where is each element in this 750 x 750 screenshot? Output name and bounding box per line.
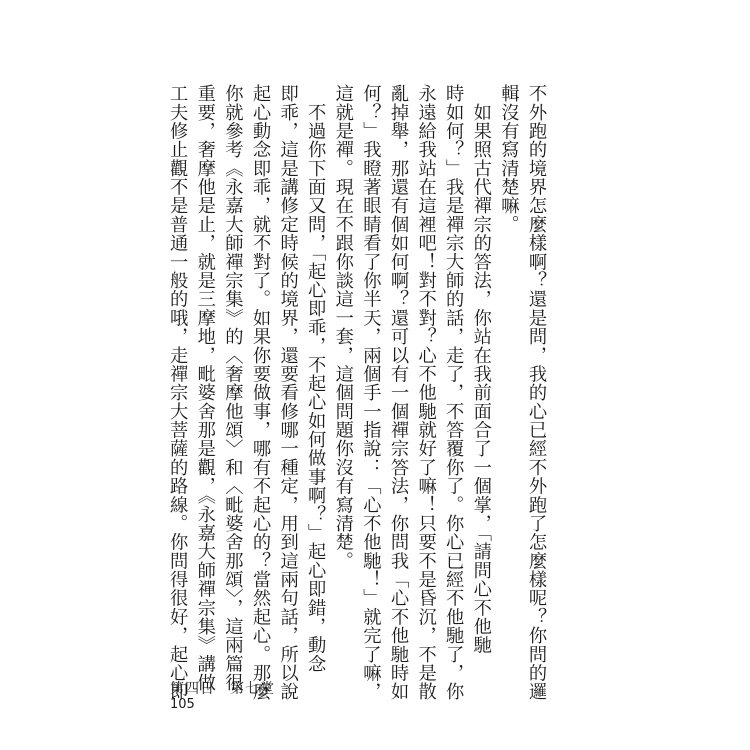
text-column-5: 永遠給我站在這裡吧！對不對？心不他馳就好了嘛！只要不是昏沉，不是散 (415, 84, 437, 701)
text-column-4: 時如何？」我是禪宗大師的話，走了，不答覆你了。你心已經不他馳了，你 (443, 84, 465, 701)
text-column-12: 你就參考《永嘉大師禪宗集》的〈奢摩他頌〉和〈毗婆舍那頌〉，這兩篇很 (222, 84, 244, 692)
page-footer (170, 681, 275, 713)
page-number: 105 (170, 697, 195, 712)
chapter-label: 第四日 第七堂 (170, 681, 275, 697)
text-column-2: 輯沒有寫清楚嘛。 (498, 84, 520, 234)
text-column-1: 不外跑的境界怎麼樣啊？還是問，我的心已經不外跑了怎麼樣呢？你問的邏 (526, 84, 547, 701)
text-column-7: 何？」我瞪著眼睛看了你半天，兩個手一指說：「心不他馳！」就完了嘛， (360, 84, 382, 701)
text-column-9: 不過你下面又問，「起心即乖，不起心如何做事啊？」起心即錯，動念 (305, 84, 327, 673)
text-column-8: 這就是禪。現在不跟你談這一套，這個問題你沒有寫清楚。 (332, 84, 354, 570)
text-column-11: 起心動念即乖，就不對了。如果你要做事，哪有不起心的？當然起心。那麼 (250, 84, 271, 701)
text-column-14: 工夫修止觀不是普通一般的哦，走禪宗大菩薩的路線。你問得很好，起心即 (167, 84, 189, 701)
text-column-10: 即乖，這是講修定時候的境界，還要看修哪一種定，用到這兩句話，所以說 (277, 84, 299, 701)
text-column-6: 亂掉舉，那還有個如何啊？還可以有一個禪宗答法，你問我「心不他馳時如 (388, 84, 409, 701)
text-column-13: 重要，奢摩他是止，就是三摩地，毗婆舍那是觀，《永嘉大師禪宗集》講做 (194, 84, 216, 692)
text-column-3: 如果照古代禪宗的答法，你站在我前面合了一個掌，「請問心不他馳 (470, 84, 492, 655)
